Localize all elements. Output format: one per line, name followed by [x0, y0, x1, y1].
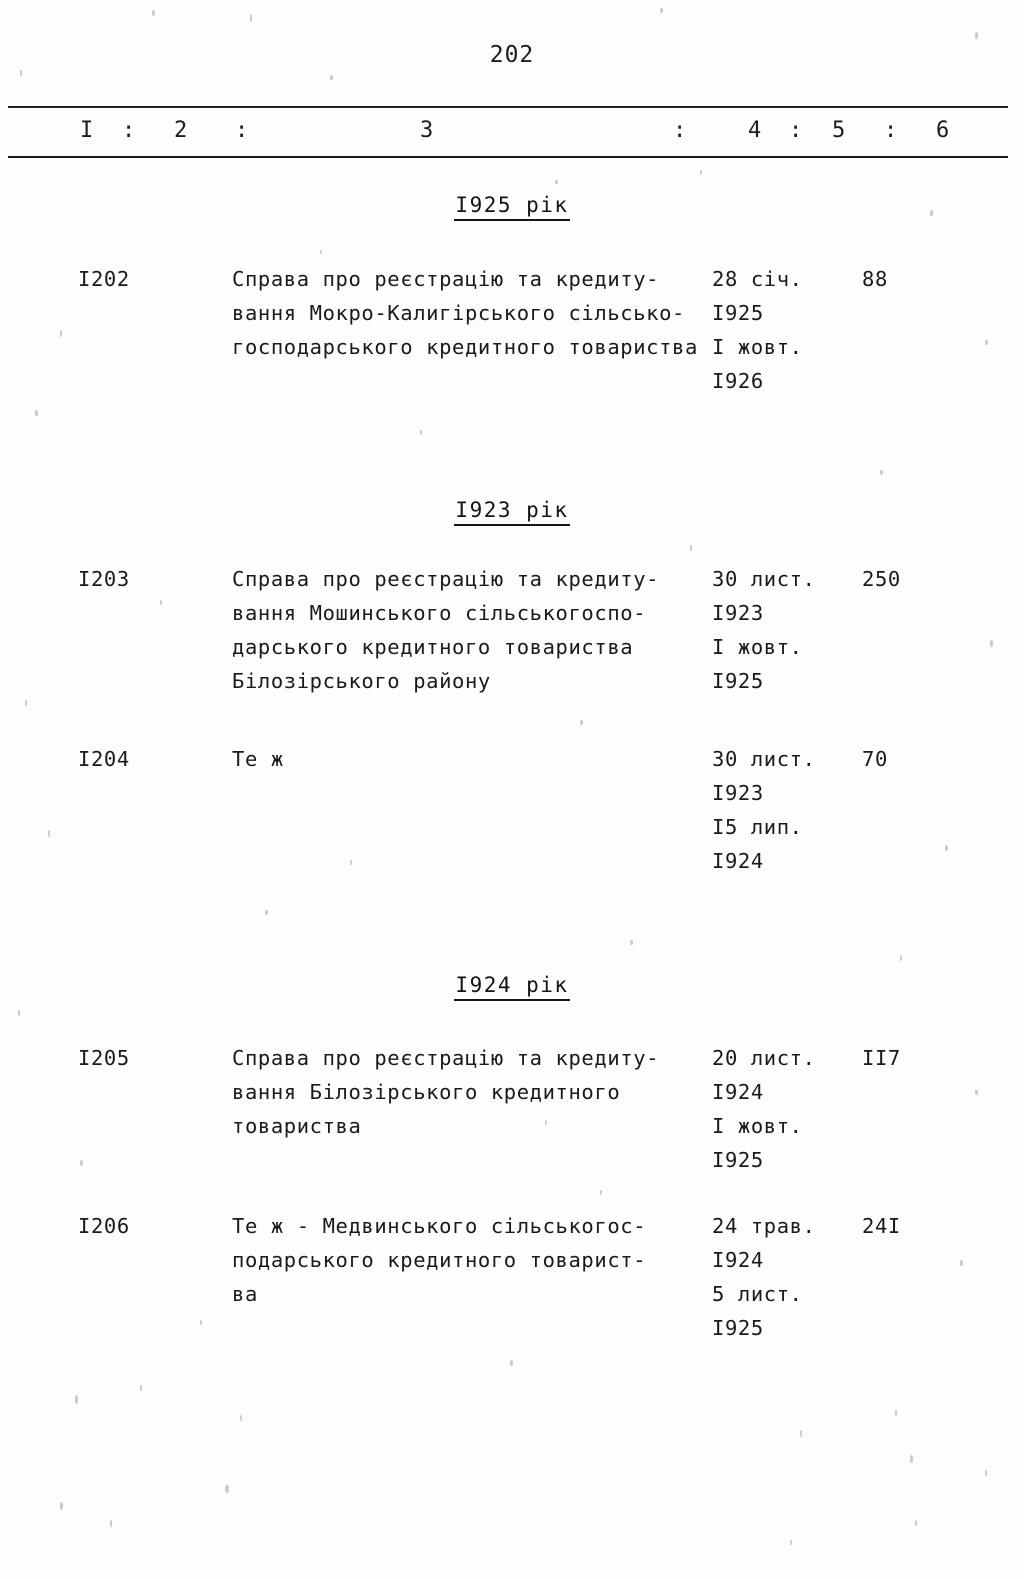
scan-speck — [18, 1010, 20, 1016]
entry-description-line: господарського кредитного товариства — [232, 335, 698, 359]
entry-date-line: I923 — [712, 601, 764, 625]
scan-speck — [330, 75, 333, 80]
entry-page-count: 250 — [862, 567, 901, 591]
column-number-header-row — [0, 118, 1024, 154]
column-header-5: 3 — [420, 118, 435, 143]
scan-speck — [25, 700, 27, 706]
entry-description — [232, 262, 702, 364]
entry-description-line: дарського кредитного товариства — [232, 635, 634, 659]
section-title-text: I924 рік — [454, 973, 569, 1001]
scan-speck — [600, 1190, 602, 1195]
column-header-7: 4 — [748, 118, 763, 143]
scan-speck — [48, 830, 50, 837]
column-header-9: 5 — [832, 118, 847, 143]
scan-speck — [630, 940, 633, 945]
scan-speck — [990, 640, 993, 647]
scan-speck — [35, 410, 38, 416]
scan-speck — [915, 1520, 917, 1526]
entry-dates — [712, 742, 862, 878]
entry-description — [232, 1209, 702, 1311]
entry-description-line: вання Мошинського сільськогоспо- — [232, 601, 647, 625]
entry-description-line: Справа про реєстрацію та кредиту- — [232, 1046, 660, 1070]
scan-speck — [945, 845, 948, 851]
entry-description-line: Справа про реєстрацію та кредиту- — [232, 567, 660, 591]
page-number: 202 — [489, 42, 535, 68]
entry-date-line: 28 січ. — [712, 267, 803, 291]
entry-date-line: I925 — [712, 1148, 764, 1172]
entry-date-line: I925 — [712, 1316, 764, 1340]
scan-speck — [960, 1260, 963, 1266]
header-rule-bottom — [8, 156, 1008, 158]
scan-speck — [910, 1455, 913, 1463]
column-header-3: 2 — [174, 118, 189, 143]
scan-speck — [140, 1385, 142, 1391]
entry-description-line: Білозірського району — [232, 669, 491, 693]
scan-speck — [880, 470, 883, 475]
entry-date-line: 24 трав. — [712, 1214, 816, 1238]
entry-description-line: товариства — [232, 1114, 362, 1138]
scan-speck — [80, 1160, 83, 1166]
entry-description-line: Те ж — [232, 747, 284, 771]
scan-speck — [985, 1470, 987, 1476]
scan-speck — [250, 14, 252, 22]
entry-number: I204 — [78, 747, 130, 771]
scan-speck — [975, 1090, 978, 1095]
scan-speck — [660, 8, 663, 13]
entry-date-line: 20 лист. — [712, 1046, 816, 1070]
scan-speck — [110, 1520, 112, 1527]
scan-speck — [60, 330, 62, 337]
entry-dates — [712, 262, 862, 398]
entry-description-line: подарського кредитного товарист- — [232, 1248, 647, 1272]
scan-speck — [152, 10, 155, 16]
entry-page-count: 88 — [862, 267, 888, 291]
scan-speck — [200, 1320, 202, 1325]
scan-speck — [320, 250, 322, 254]
scan-speck — [420, 430, 422, 435]
column-header-6: : — [673, 118, 688, 143]
entry-date-line: I жовт. — [712, 1114, 803, 1138]
scan-speck — [225, 1485, 229, 1493]
entry-description-line: вання Мокро-Калигірського сільсько- — [232, 301, 685, 325]
column-header-10: : — [884, 118, 899, 143]
section-title-1 — [0, 193, 1024, 217]
entry-date-line: I923 — [712, 781, 764, 805]
scan-speck — [555, 180, 558, 184]
entry-description — [232, 562, 702, 698]
entry-date-line: 5 лист. — [712, 1282, 803, 1306]
scan-speck — [800, 1430, 802, 1437]
entry-date-line: 30 лист. — [712, 747, 816, 771]
entry-date-line: I925 — [712, 301, 764, 325]
column-header-8: : — [789, 118, 804, 143]
entry-date-line: I924 — [712, 849, 764, 873]
scan-speck — [790, 1540, 792, 1545]
scan-speck — [895, 1410, 897, 1416]
column-header-2: : — [122, 118, 137, 143]
entry-date-line: I жовт. — [712, 335, 803, 359]
entry-dates — [712, 1209, 862, 1345]
entry-number: I205 — [78, 1046, 130, 1070]
scan-speck — [700, 170, 702, 175]
entry-date-line: I924 — [712, 1080, 764, 1104]
entry-dates — [712, 1041, 862, 1177]
entry-description-line: Справа про реєстрацію та кредиту- — [232, 267, 660, 291]
entry-page-count: 24I — [862, 1214, 901, 1238]
entry-page-count: II7 — [862, 1046, 901, 1070]
scan-speck — [690, 545, 692, 551]
entry-date-line: I926 — [712, 369, 764, 393]
scan-speck — [900, 955, 902, 961]
scan-speck — [580, 720, 583, 725]
entry-description-line: вання Білозірського кредитного — [232, 1080, 621, 1104]
section-title-text: I923 рік — [454, 498, 569, 526]
scan-speck — [985, 340, 988, 345]
entry-description-line: Те ж - Медвинського сільськогос- — [232, 1214, 647, 1238]
entry-date-line: 30 лист. — [712, 567, 816, 591]
scan-speck — [240, 1415, 242, 1421]
entry-description-line: ва — [232, 1282, 258, 1306]
entry-date-line: I925 — [712, 669, 764, 693]
scan-speck — [60, 1502, 63, 1510]
header-rule-top — [8, 106, 1008, 108]
section-title-text: I925 рік — [454, 193, 569, 221]
column-header-4: : — [235, 118, 250, 143]
entry-number: I202 — [78, 267, 130, 291]
section-title-2 — [0, 498, 1024, 522]
scan-speck — [265, 910, 268, 915]
entry-date-line: I жовт. — [712, 635, 803, 659]
entry-description — [232, 742, 702, 776]
entry-date-line: I924 — [712, 1248, 764, 1272]
scan-speck — [75, 1395, 78, 1404]
column-header-11: 6 — [936, 118, 951, 143]
section-title-3 — [0, 973, 1024, 997]
scan-speck — [160, 600, 162, 605]
scan-speck — [20, 70, 22, 76]
column-header-1: I — [80, 118, 95, 143]
scan-speck — [975, 32, 978, 39]
entry-date-line: I5 лип. — [712, 815, 803, 839]
entry-page-count: 70 — [862, 747, 888, 771]
entry-description — [232, 1041, 702, 1143]
scan-speck — [350, 860, 352, 865]
entry-dates — [712, 562, 862, 698]
entry-number: I203 — [78, 567, 130, 591]
scan-speck — [510, 1360, 513, 1366]
entry-number: I206 — [78, 1214, 130, 1238]
